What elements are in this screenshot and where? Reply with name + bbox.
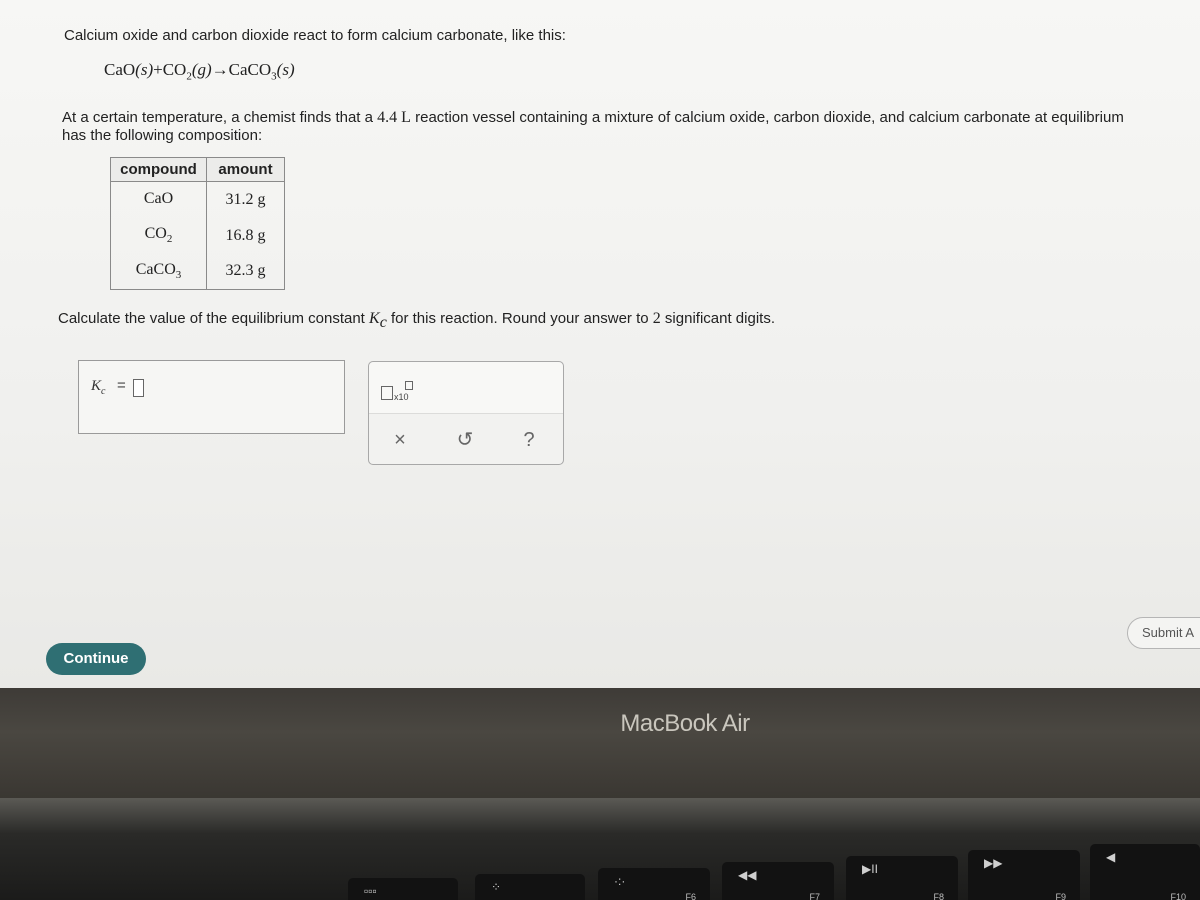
clear-icon[interactable]: × <box>394 429 406 451</box>
composition-table <box>110 157 285 290</box>
intro-text: Calcium oxide and carbon dioxide react to form calcium carbonate, like this: <box>64 27 566 44</box>
reactant-cao: CaO <box>104 60 136 79</box>
key-f10 <box>1090 844 1200 900</box>
kc-symbol: K <box>369 310 380 327</box>
reactant-cao-state: (s) <box>135 60 154 79</box>
laptop-bezel <box>0 688 1200 798</box>
table-header-compound: compound <box>111 158 207 182</box>
compound-cell: CaO <box>111 182 207 218</box>
question-prompt <box>58 310 775 332</box>
compound-cell: $CO_2$ <box>111 218 207 254</box>
reactant-co2-state: (g) <box>191 60 212 79</box>
amount-cell: 32.3 g <box>207 254 285 290</box>
compound-cell: CaCO$_3$ <box>111 254 207 290</box>
para-start: At a certain temperature, a chemist finds that a <box>62 109 378 126</box>
product-caco3: CaCO <box>228 60 272 79</box>
help-icon[interactable]: ? <box>523 429 535 451</box>
play-pause-icon: ▶II <box>862 862 878 876</box>
sig-digits: 2 <box>652 310 661 327</box>
f10-label: F10 <box>1170 892 1186 900</box>
toolbox-top-panel <box>369 362 563 414</box>
key-f5 <box>475 874 585 900</box>
chemical-equation <box>104 60 295 82</box>
continue-button[interactable]: Continue <box>46 643 146 675</box>
composition-paragraph <box>62 109 1142 145</box>
key-f8 <box>846 856 958 900</box>
fast-forward-icon: ▶▶ <box>984 856 1003 870</box>
table-row <box>111 218 285 254</box>
f8-label: F8 <box>933 892 944 900</box>
brightness-icon: ·:· <box>614 874 626 888</box>
para-end: reaction vessel containing a mixture of calcium oxide, carbon dioxide, and calcium carbonate at equilibrium has the following composition: <box>62 109 1124 144</box>
laptop-brand-label: MacBook Air <box>620 710 750 737</box>
mission-control-icon: ▫▫▫ <box>364 884 377 898</box>
answer-input[interactable] <box>133 379 144 397</box>
reaction-arrow: → <box>211 60 229 79</box>
mute-icon: ◀ <box>1106 850 1116 864</box>
f7-label: F7 <box>809 892 820 900</box>
prompt-end: significant digits. <box>660 310 775 327</box>
reactant-co2: CO <box>162 60 187 79</box>
laptop-keyboard <box>0 798 1200 900</box>
keyboard-backlight-icon: ⁘ <box>491 880 502 894</box>
answer-kc-label: $K_c$ <box>91 378 106 397</box>
table-row <box>111 254 285 290</box>
vessel-volume: 4.4 L <box>377 109 411 126</box>
product-caco3-state: (s) <box>276 60 295 79</box>
f9-label: F9 <box>1055 892 1066 900</box>
key-f7 <box>722 862 834 900</box>
prompt-start: Calculate the value of the equilibrium constant <box>58 310 370 327</box>
plus-sign: + <box>153 60 163 79</box>
exponent-box-icon <box>405 381 413 390</box>
amount-cell: 16.8 g <box>207 218 285 254</box>
f6-label: F6 <box>685 892 696 900</box>
rewind-icon: ◀◀ <box>738 868 757 882</box>
kc-subscript: c <box>379 314 387 331</box>
amount-cell: 31.2 g <box>207 182 285 218</box>
key-mission-control <box>348 878 458 900</box>
base-box-icon <box>381 386 393 400</box>
undo-icon[interactable]: ↺ <box>456 429 474 451</box>
prompt-mid: for this reaction. Round your answer to <box>386 310 653 327</box>
answer-equals: = <box>117 377 126 394</box>
scientific-notation-button[interactable] <box>381 376 421 402</box>
reactant-co2-subscript: 2 <box>186 70 192 83</box>
x10-label: x10 <box>394 392 409 402</box>
key-f9 <box>968 850 1080 900</box>
table-row <box>111 182 285 218</box>
answer-box[interactable] <box>78 360 345 434</box>
math-toolbox <box>368 361 564 465</box>
submit-assignment-button[interactable]: Submit A <box>1127 617 1200 649</box>
product-caco3-subscript: 3 <box>271 70 277 83</box>
table-header-amount: amount <box>207 158 285 182</box>
key-f6 <box>598 868 710 900</box>
